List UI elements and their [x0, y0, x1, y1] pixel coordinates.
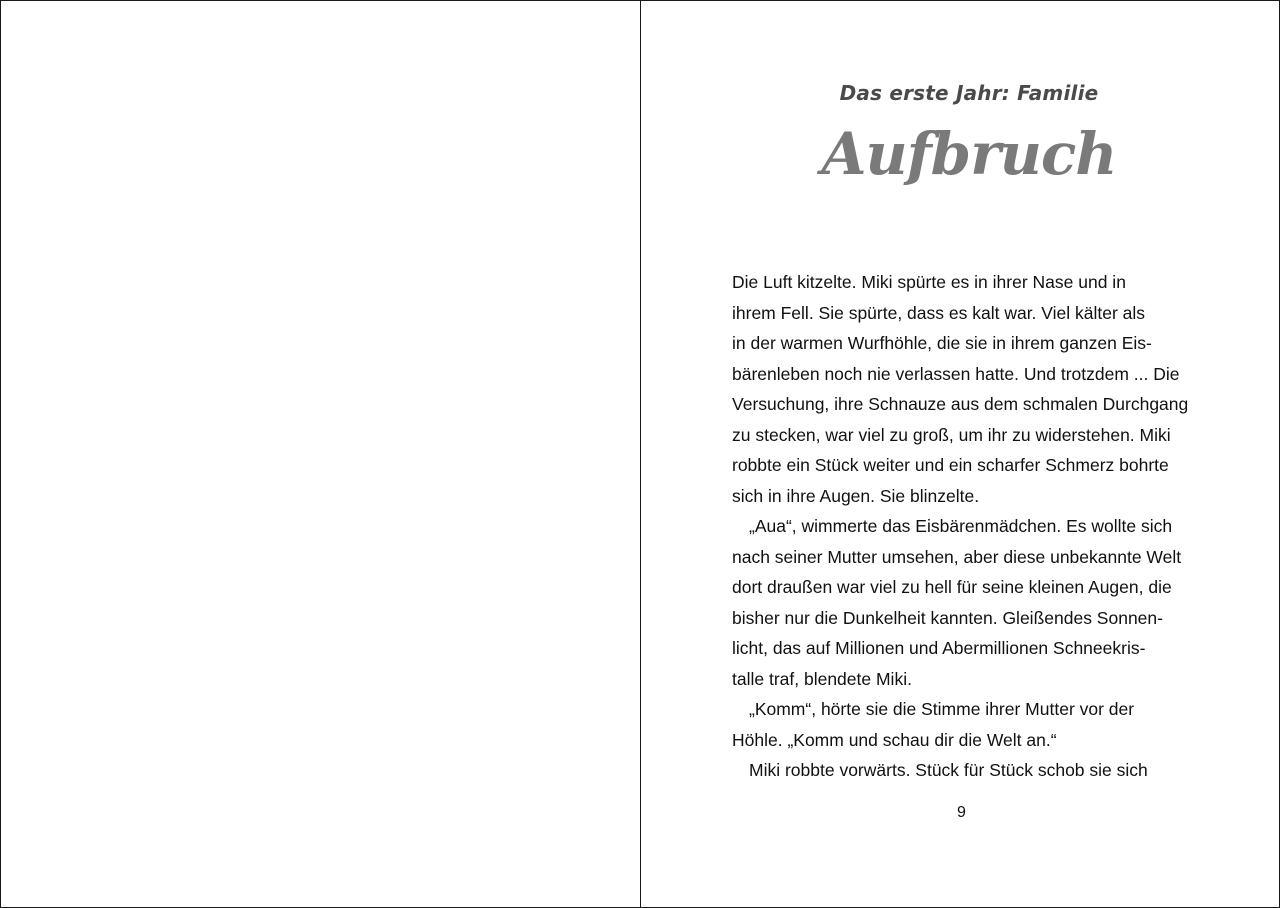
left-page-blank	[1, 1, 640, 907]
text-line: sich in ihre Augen. Sie blinzelte.	[732, 485, 980, 506]
chapter-title: Aufbruch	[821, 120, 1117, 188]
text-line: „Komm“, hörte sie die Stimme ihrer Mutter vor der	[749, 699, 1135, 719]
text-line: talle traf, blendete Miki.	[732, 668, 912, 689]
text-line: bärenleben noch nie verlassen hatte. Und trotzdem ... Die	[732, 363, 1180, 384]
right-page	[641, 1, 1279, 907]
text-line: robbte ein Stück weiter und ein scharfer Schmerz bohrte	[732, 455, 1169, 475]
text-line: zu stecken, war viel zu groß, um ihr zu widerstehen. Miki	[732, 424, 1171, 445]
text-line: licht, das auf Millionen und Abermillionen Schneekris-	[732, 638, 1146, 658]
text-line: in der warmen Wurfhöhle, die sie in ihrem ganzen Eis-	[732, 333, 1152, 353]
chapter-kicker: Das erste Jahr: Familie	[839, 81, 1099, 105]
text-line: ihrem Fell. Sie spürte, dass es kalt war. Viel kälter als	[732, 302, 1146, 323]
page-number: 9	[957, 804, 966, 821]
text-line: bisher nur die Dunkelheit kannten. Gleißendes Sonnen-	[732, 607, 1163, 628]
text-line: dort draußen war viel zu hell für seine kleinen Augen, die	[732, 577, 1172, 597]
text-line: nach seiner Mutter umsehen, aber diese unbekannte Welt	[732, 546, 1182, 567]
text-line: Die Luft kitzelte. Miki spürte es in ihrer Nase und in	[732, 272, 1126, 292]
text-line: „Aua“, wimmerte das Eisbärenmädchen. Es wollte sich	[749, 516, 1173, 536]
body-text	[732, 267, 1218, 786]
text-line: Höhle. „Komm und schau dir die Welt an.“	[732, 729, 1057, 750]
text-line: Miki robbte vorwärts. Stück für Stück schob sie sich	[749, 760, 1148, 780]
text-line: Versuchung, ihre Schnauze aus dem schmalen Durchgang	[732, 394, 1189, 414]
